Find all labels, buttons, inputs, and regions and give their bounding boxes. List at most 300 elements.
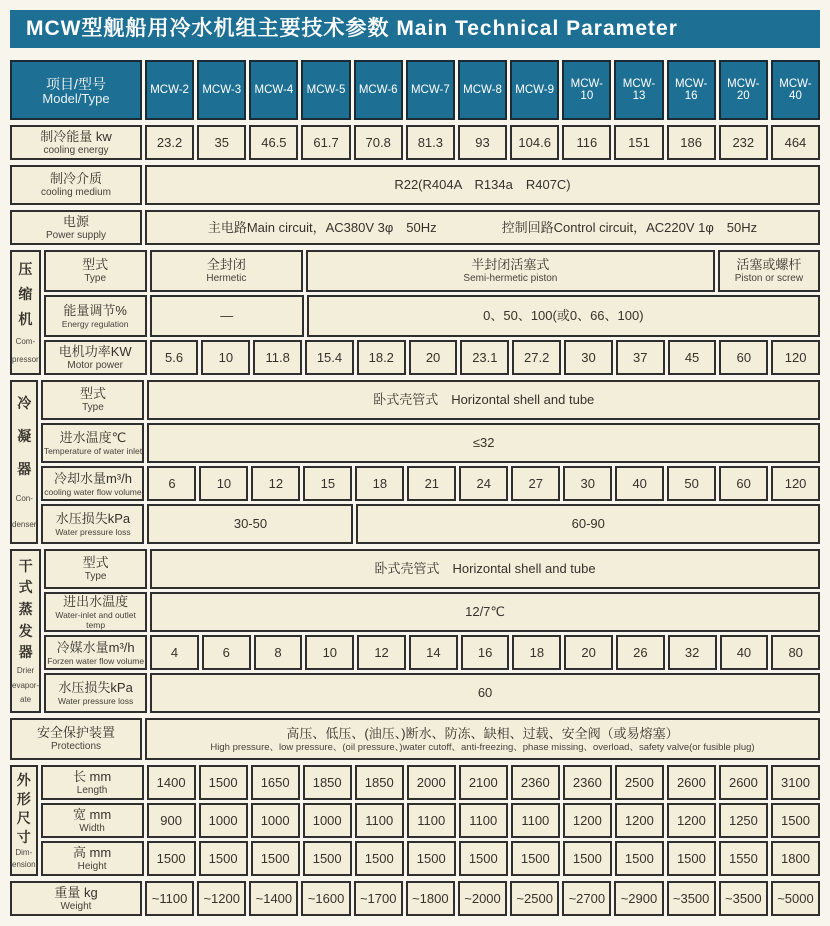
value-cell [355,841,404,876]
value-cell-text: 16 [477,644,493,660]
value-cell [719,466,768,501]
group-side-en-line: pressor [12,355,39,365]
group-side-en-line: ension [12,859,36,869]
value-cell [771,125,820,160]
value-cell-text: 1500 [624,850,654,866]
value-cell-text: 35 [214,134,229,150]
value-cell [719,125,768,160]
value-cell [305,635,354,670]
group-rows [41,765,820,876]
value-cell-text: 26 [633,644,648,660]
value-cell-text: 6 [222,644,230,660]
row-label [44,635,147,670]
value-cell [719,841,768,876]
table-header-row [10,60,820,120]
group-side-cn-char: 机 [18,311,33,328]
value-cell-text: 1550 [728,850,758,866]
value-cell [145,718,820,760]
table-row [10,165,820,205]
table-row [44,635,820,670]
header-model-cell: MCW-4 [249,60,298,120]
value-cell-text: 2000 [416,774,446,790]
value-cell [199,841,248,876]
row-label [10,881,142,916]
value-cell [562,125,611,160]
value-cell-text: ~3500 [725,890,762,906]
table-group [10,718,820,760]
value-cell-text: 1500 [156,850,186,866]
value-cell-text: ~5000 [777,890,814,906]
value-cell [147,841,196,876]
row-label-cn: 型式 [82,555,109,570]
value-cell [150,250,303,292]
row-cells [145,881,820,916]
value-cell [197,125,246,160]
value-cell [145,125,194,160]
row-cells [147,803,820,838]
table-row [44,592,820,632]
row-label-en: Power supply [45,229,107,241]
value-cell [511,765,560,800]
row-label [44,340,147,375]
value-cell [301,881,350,916]
row-label [41,380,144,420]
header-model-cell: MCW-16 [667,60,716,120]
value-cell-text: 30 [580,475,595,491]
header-model-cell: MCW-7 [406,60,455,120]
value-cell-text: 3100 [781,774,810,790]
value-cell-text: 40 [736,644,752,660]
value-cell-text: 23.2 [156,134,183,150]
group-side-en-line: Dim- [15,847,33,857]
row-cells [145,165,820,205]
value-cell-text: 1500 [364,850,394,866]
table-row [41,380,820,420]
row-label-cn: 制冷介质 [49,171,102,186]
value-cell-text: 80 [788,644,803,660]
value-cell-text: 1500 [468,850,498,866]
value-cell [407,841,456,876]
value-cell-text: 1100 [417,812,446,828]
row-label-en: Weight [60,900,92,912]
value-cell-text: 12 [374,644,389,660]
group-side-cn-char: 凝 [17,427,32,444]
value-cell [562,881,611,916]
value-cell-text: 15.4 [316,349,343,365]
table-group [10,210,820,245]
value-cell [719,881,768,916]
value-cell-text: ~1800 [412,890,449,906]
row-label-cn: 电源 [62,213,89,229]
value-cell [771,466,820,501]
value-cell [199,803,248,838]
value-cell-text: 14 [426,644,441,660]
table-row [10,718,820,760]
value-cell [254,635,303,670]
value-cell-text: 18 [529,644,545,660]
table-row [44,340,820,375]
value-cell [354,881,403,916]
group-side-en-line: ate [20,695,32,705]
value-cell [407,803,456,838]
value-cell [771,881,820,916]
value-cell-text: 6 [168,475,176,491]
value-cell [510,125,559,160]
value-cell [355,765,404,800]
row-label [10,718,142,760]
value-cell [355,803,404,838]
table-row [10,210,820,245]
row-label [41,466,144,501]
value-cell [251,765,300,800]
value-cell-text: 10 [216,475,232,491]
value-cell-text: ~2900 [620,890,658,906]
value-cell-text: 20 [425,349,441,365]
header-model-cell: MCW-9 [510,60,559,120]
value-cell-text: ~2000 [464,890,501,906]
table-row [41,504,820,544]
group-side-en-line: Con- [15,494,33,504]
value-cell-text: 1650 [260,774,290,790]
group-side-cn-char: 寸 [16,828,31,845]
value-cell [563,803,612,838]
row-label-cn: 制冷能量 kw [40,128,112,144]
row-label [44,250,147,292]
value-cell-text: 2600 [676,774,706,790]
value-cell [771,340,820,375]
value-cell-text: 45 [684,349,700,365]
row-label-cn: 长 mm [72,768,112,784]
row-label-cn: 宽 mm [72,806,112,822]
row-label-cn: 高 mm [72,844,112,860]
row-label-en: Water pressure loss [57,696,134,706]
value-cell-text: 23.1 [472,349,498,365]
value-cell [563,841,612,876]
header-model-cell: MCW-13 [614,60,663,120]
value-cell [771,635,820,670]
row-label-en: Energy regulation [61,319,129,329]
value-cell-en: High pressure、low pressure、(oil pressure、)water cutoff、anti-freezing、phase missing、overload、safety valve(or fusible plug) [210,741,755,753]
value-cell [249,881,298,916]
value-cell [147,466,196,501]
value-cell-text: 116 [576,134,598,150]
value-cell-text: ~1100 [151,890,188,906]
value-cell-text: 1850 [364,774,394,790]
value-cell-text: ~1600 [307,890,345,906]
value-cell-text: 20 [581,644,596,660]
table-group [10,380,820,544]
value-cell-text: 2100 [468,774,498,790]
value-cell [511,803,560,838]
value-cell [251,841,300,876]
header-model-cells [145,60,820,120]
value-cell-text: 1200 [676,812,706,828]
value-cell [145,881,194,916]
group-side-cn-char: 形 [16,791,31,808]
value-cell [668,340,717,375]
value-cell [147,765,196,800]
row-label-cn: 能量调节% [63,303,127,318]
value-cell [719,340,768,375]
header-model-type-cn: 项目/型号 [46,76,106,92]
value-cell-text: 2600 [728,774,758,790]
value-cell-text: 4 [170,644,179,660]
row-cells [145,718,820,760]
row-cells [150,673,820,713]
group-side-cn-char: 器 [18,644,33,661]
value-cell [614,881,663,916]
row-label-en: Motor power [67,359,123,371]
group-rows [44,549,820,713]
group-rows [10,881,820,916]
value-cell-text: 2360 [520,774,550,790]
row-label [41,765,144,800]
group-rows [10,125,820,160]
value-cell [667,765,716,800]
value-cell-en: Semi-hermetic piston [463,273,558,284]
value-cell-text: 61.7 [313,134,339,150]
value-cell [303,803,352,838]
value-cell [719,765,768,800]
value-cell [616,635,665,670]
row-label-cn: 冷媒水量m³/h [56,639,135,655]
table-row [41,466,820,501]
row-label-cn: 重量 kg [54,884,98,900]
value-cell [512,340,561,375]
group-side-cn-char: 发 [18,622,33,639]
row-label-en: Length [76,784,108,796]
row-label-en: cooling energy [43,144,109,156]
value-cell [251,466,300,501]
value-cell [615,765,664,800]
value-cell [147,423,820,463]
row-label-en: Protections [50,741,102,752]
value-cell [563,466,612,501]
value-cell-text: 60 [736,475,751,491]
value-cell [409,340,458,375]
value-cell-text: 0、50、100(或0、66、100) [483,308,644,323]
header-model-cell: MCW-10 [562,60,611,120]
value-cell [458,125,507,160]
row-cells [150,250,820,292]
row-label-cn: 安全保护装置 [36,725,115,740]
value-cell [145,210,820,245]
row-label [44,549,147,589]
row-cells [145,125,820,160]
value-cell [303,466,352,501]
table-row [41,423,820,463]
value-cell-text: ~3500 [672,890,710,906]
header-model-cell: MCW-8 [458,60,507,120]
group-rows [41,380,820,544]
value-cell-text: ~1700 [359,890,397,906]
value-cell-text: 18.2 [368,349,394,365]
value-cell [719,803,768,838]
value-cell [564,340,613,375]
value-cell-text: 15 [320,475,336,491]
value-cell [306,250,715,292]
value-cell-text: 120 [784,349,807,365]
value-cell [459,466,508,501]
value-cell-cn: 高压、低压、(油压、)断水、防冻、缺相、过载、安全阀（或易熔塞） [286,725,679,741]
value-cell-text: 1500 [312,850,342,866]
value-cell-text: 900 [160,812,182,828]
value-cell-text: ~2700 [568,890,606,906]
row-label-cn: 水压损失kPa [58,680,133,695]
group-side-cn-char: 干 [18,557,33,574]
value-cell-text: 60 [477,685,493,700]
group-side-en-line: Drier [16,665,35,675]
value-cell-en: Hermetic [206,273,247,284]
value-cell [251,803,300,838]
row-label [44,295,147,337]
table-group [10,549,820,713]
value-cell [145,165,820,205]
value-cell [355,466,404,501]
value-cell [253,340,302,375]
row-cells [147,504,820,544]
group-side-cn-char: 蒸 [18,601,33,618]
value-cell [201,340,250,375]
group-side-cn-char: 式 [18,579,33,596]
value-cell-text: 2500 [624,774,654,790]
value-cell [307,295,820,337]
value-cell-text: 卧式壳管式 Horizontal shell and tube [374,561,596,576]
value-cell-text: 37 [633,349,648,365]
row-cells [145,210,820,245]
group-rows [10,210,820,245]
value-cell [511,841,560,876]
value-cell [667,841,716,876]
value-cell-text: 1500 [208,774,238,790]
group-side-en-line: denser [12,520,37,530]
value-cell-text: 21 [424,475,440,491]
table-row [44,549,820,589]
value-cell-text: 1500 [416,850,446,866]
value-cell [458,881,507,916]
row-label [44,592,147,632]
value-cell [303,765,352,800]
value-cell-text: ~1200 [203,890,240,906]
value-cell [150,340,199,375]
value-cell-text: ~1400 [255,890,293,906]
value-cell-text: 1800 [781,850,810,866]
header-model-type-cell [10,60,142,120]
row-label [41,803,144,838]
value-cell [667,466,716,501]
value-cell [150,295,304,337]
value-cell-text: 18 [372,475,388,491]
value-cell-text: 27.2 [524,349,550,365]
value-cell-text: 24 [476,475,491,491]
value-cell [202,635,251,670]
group-rows [44,250,820,375]
spec-table [10,60,820,916]
value-cell-text: 1250 [728,812,758,828]
value-cell-text: 32 [684,644,700,660]
row-cells [150,549,820,589]
value-cell-text: 70.8 [365,134,391,150]
value-cell-text: 1500 [572,850,602,866]
table-group [10,765,820,876]
value-cell-text: 60-90 [571,516,605,531]
header-model-cell: MCW-2 [145,60,194,120]
value-cell [199,466,248,501]
value-cell-text: 10 [322,644,338,660]
group-side-cn-char: 器 [17,460,32,477]
value-cell [305,340,354,375]
group-side-cn-char: 压 [18,260,33,277]
row-label [41,841,144,876]
header-model-cell: MCW-5 [301,60,350,120]
group-side-label [10,765,38,876]
row-label-en: Water-inlet and outlet temp [55,610,136,630]
header-model-cell: MCW-6 [354,60,403,120]
value-cell [150,592,820,632]
header-model-cell: MCW-40 [771,60,820,120]
row-cells [147,765,820,800]
value-cell-text: 12 [268,475,284,491]
value-cell-text: 81.3 [417,134,444,150]
value-cell-text: 186 [680,134,702,150]
row-cells [147,380,820,420]
value-cell [512,635,561,670]
header-model-type-en: Model/Type [42,91,110,106]
group-side-label [10,549,41,713]
value-cell-text: 1850 [312,774,342,790]
value-cell [147,504,353,544]
row-label [44,673,147,713]
value-cell-text: 27 [528,475,543,491]
value-cell-text: 2360 [572,774,602,790]
value-cell [459,841,508,876]
row-label [41,423,144,463]
value-cell [563,765,612,800]
table-row [44,250,820,292]
value-cell-text: 1500 [260,850,290,866]
value-cell [616,340,665,375]
value-cell-text: 40 [632,475,647,491]
group-side-cn-char: 冷 [17,394,32,411]
row-label-cn: 水压损失kPa [55,511,131,526]
value-cell-text: 8 [274,644,282,660]
row-label [41,504,144,544]
value-cell [667,125,716,160]
header-model-cell: MCW-20 [719,60,768,120]
group-side-label [10,250,41,375]
value-cell-text: 1100 [469,812,498,828]
value-cell [150,549,820,589]
table-row [10,881,820,916]
value-cell [150,635,199,670]
value-cell [615,466,664,501]
group-rows [10,718,820,760]
value-cell-text: 1500 [520,850,550,866]
value-cell [459,765,508,800]
group-side-cn-char: 尺 [16,810,31,827]
value-cell-text: 1000 [260,812,290,828]
group-side-label [10,380,38,544]
row-cells [150,635,820,670]
row-cells [147,841,820,876]
row-label-en: Water pressure loss [55,527,131,537]
value-cell [668,635,717,670]
value-cell-text: ≤32 [472,435,495,450]
table-row [44,295,820,337]
value-cell-text: 50 [684,475,699,491]
group-rows [10,165,820,205]
table-row [41,765,820,800]
